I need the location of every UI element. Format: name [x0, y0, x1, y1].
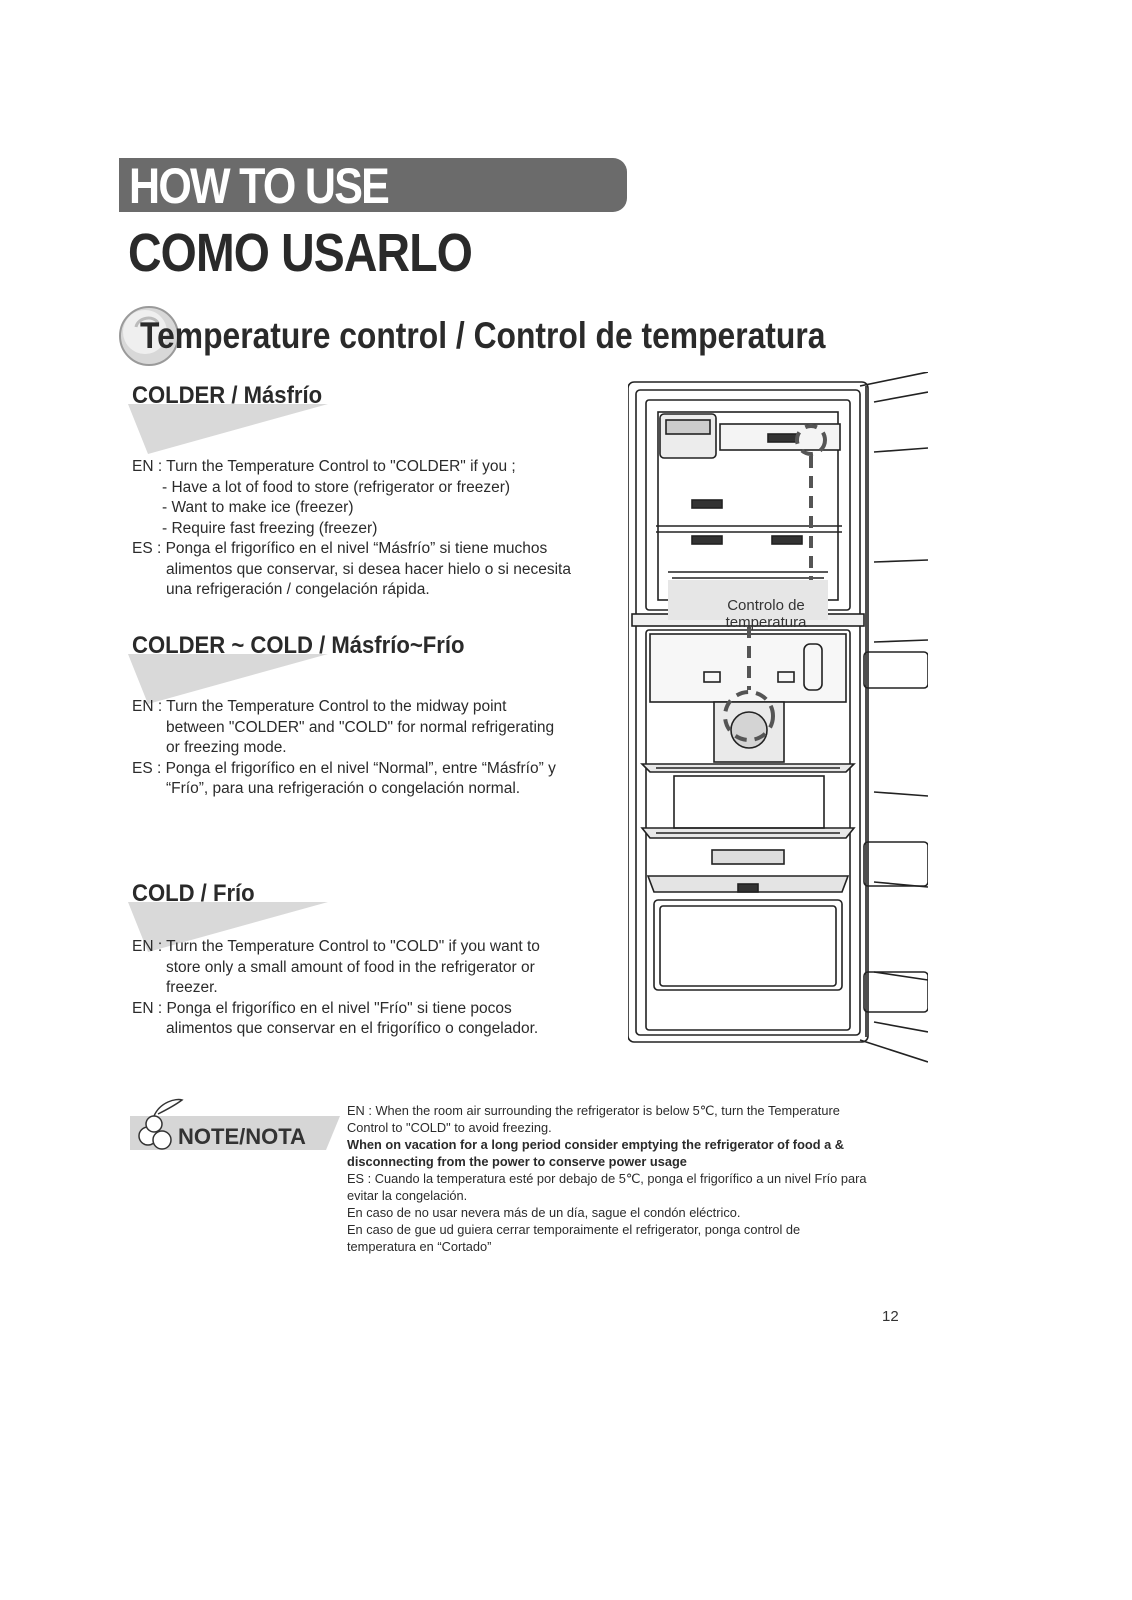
text-line: store only a small amount of food in the refrigerator or — [166, 958, 535, 976]
midway-text — [132, 697, 556, 800]
note-line: Control to "COLD" to avoid freezing. — [347, 1120, 552, 1135]
text-line: EN : Ponga el frigorífico en el nivel "Frío" si tiene pocos — [132, 999, 512, 1017]
note-line: When on vacation for a long period consider emptying the refrigerator of food a & — [347, 1137, 844, 1152]
text-line: alimentos que conservar, si desea hacer hielo o si necesita — [166, 560, 571, 578]
text-line: - Have a lot of food to store (refrigerator or freezer) — [162, 478, 511, 496]
text-line: EN : Turn the Temperature Control to the midway point — [132, 698, 507, 715]
note-line: En caso de gue ud guiera cerrar temporaimente el refrigerator, ponga control de — [347, 1222, 801, 1237]
note-line: disconnecting from the power to conserve power usage — [347, 1154, 687, 1169]
text-line: EN : Turn the Temperature Control to "COLD" if you want to — [132, 938, 540, 955]
note-line: temperatura en “Cortado” — [347, 1239, 492, 1254]
header-bar — [119, 158, 627, 212]
page-subtitle: COMO USARLO — [128, 223, 472, 283]
header-title: HOW TO USE — [129, 158, 389, 214]
text-line: alimentos que conservar en el frigorífico o congelador. — [166, 1020, 539, 1037]
refrigerator-diagram — [628, 372, 928, 1072]
text-line: EN : Turn the Temperature Control to "COLDER" if you ; — [132, 458, 516, 475]
colder-text — [132, 457, 571, 601]
section-title: Temperature control / Control de temperatura — [140, 315, 826, 356]
note-badge — [130, 1096, 340, 1156]
colder-heading: COLDER / Másfrío — [132, 382, 323, 409]
text-line: una refrigeración / congelación rápida. — [166, 581, 430, 598]
note-line: ES : Cuando la temperatura esté por debajo de 5℃, ponga el frigorífico a un nivel Frío para — [347, 1171, 867, 1186]
note-line: EN : When the room air surrounding the refrigerator is below 5℃, turn the Temperature — [347, 1103, 840, 1118]
text-line: - Require fast freezing (freezer) — [162, 519, 378, 537]
note-line: evitar la congelación. — [347, 1188, 468, 1203]
temperature-control-label — [686, 597, 846, 631]
midway-heading: COLDER ~ COLD / Másfrío~Frío — [132, 632, 465, 659]
cold-text — [132, 937, 540, 1040]
text-line: - Want to make ice (freezer) — [162, 499, 354, 516]
text-line: freezer. — [166, 979, 218, 996]
text-line: ES : Ponga el frigorífico en el nivel “Normal”, entre “Másfrío” y — [132, 759, 556, 777]
note-line: En caso de no usar nevera más de un día, sague el condón eléctrico. — [347, 1205, 741, 1220]
text-line: between "COLDER" and "COLD" for normal refrigerating — [166, 718, 555, 736]
text-line: ES : Ponga el frigorífico en el nivel “Másfrío” si tiene muchos — [132, 540, 548, 557]
label-line: Controlo de — [727, 597, 805, 614]
text-line: or freezing mode. — [166, 739, 287, 756]
cold-heading: COLD / Frío — [132, 880, 255, 907]
note-label: NOTE/NOTA — [178, 1124, 306, 1149]
text-line: “Frío”, para una refrigeración o congelación normal. — [166, 780, 521, 797]
page-number: 12 — [882, 1308, 899, 1325]
note-text — [347, 1102, 917, 1255]
label-line: temperatura — [725, 614, 807, 631]
